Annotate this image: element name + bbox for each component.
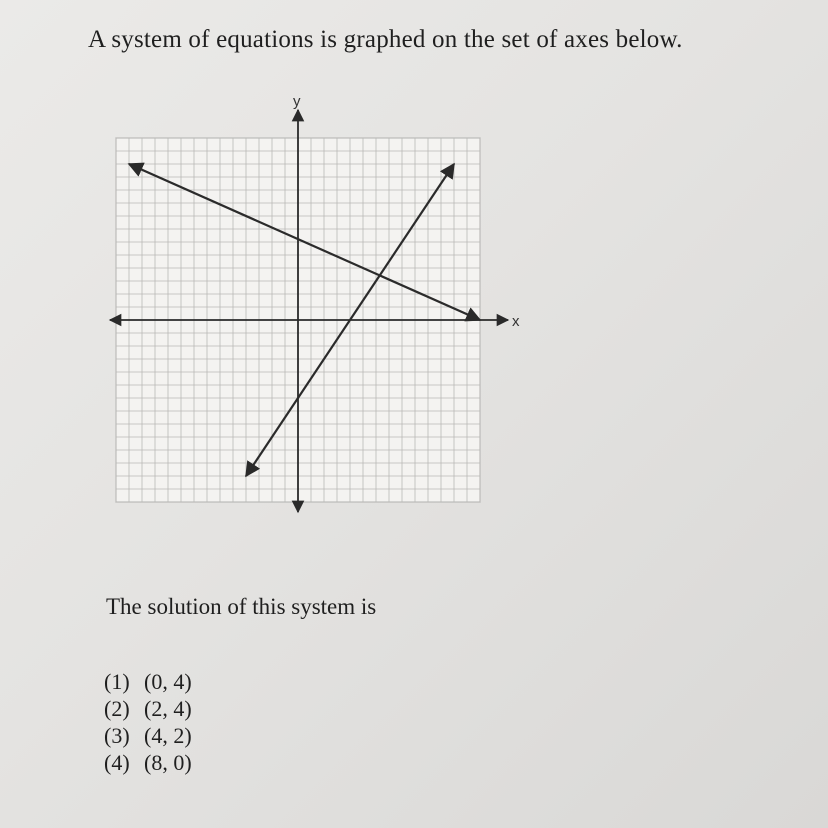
answer-choices: [104, 668, 192, 776]
choice-number: (1): [104, 669, 130, 694]
x-axis-label: x: [512, 313, 520, 330]
choice-1[interactable]: [104, 668, 192, 695]
choice-answer: (0, 4): [144, 669, 192, 694]
graph-svg: [100, 98, 550, 558]
choice-answer: (2, 4): [144, 696, 192, 721]
choice-answer: (4, 2): [144, 723, 192, 748]
choice-3[interactable]: [104, 722, 192, 749]
choice-answer: (8, 0): [144, 750, 192, 775]
coordinate-graph: [100, 98, 550, 558]
question-text: A system of equations is graphed on the set of axes below.: [88, 26, 683, 53]
choice-4[interactable]: [104, 749, 192, 776]
choice-number: (4): [104, 750, 130, 775]
solution-prompt: The solution of this system is: [106, 594, 377, 619]
choice-2[interactable]: [104, 695, 192, 722]
choice-number: (3): [104, 723, 130, 748]
choice-number: (2): [104, 696, 130, 721]
y-axis-label: y: [293, 98, 301, 110]
